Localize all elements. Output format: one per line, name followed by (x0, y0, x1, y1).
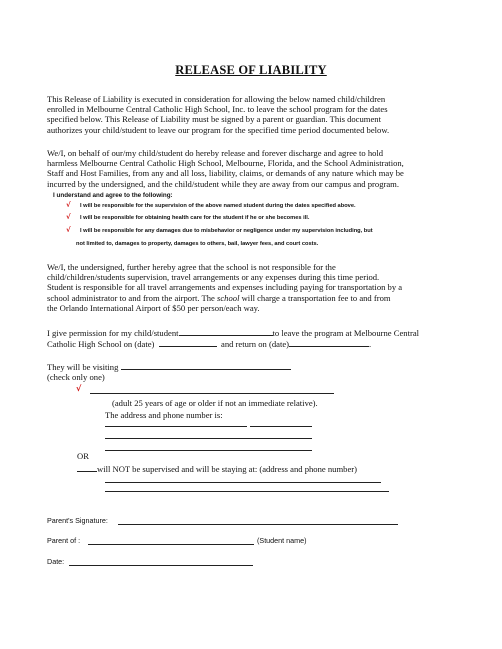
responsibility-line (47, 293, 467, 303)
address-field[interactable] (105, 438, 312, 439)
permission-text: . (369, 339, 372, 350)
permission-text: and return on (date) (221, 339, 290, 350)
host-name-field[interactable] (90, 393, 334, 394)
agree-item: I will be responsible for the supervision of the above named student during the dates specified above. (80, 203, 356, 209)
not-supervised-line (77, 463, 357, 474)
release-line: We/I, on behalf of our/my child/student do hereby release and forever discharge and agree to hold (47, 148, 384, 158)
student-name-field[interactable] (179, 327, 273, 336)
address-field[interactable] (105, 450, 312, 451)
intro-line: authorizes your child/student to leave our program for the specified time period documented below. (47, 124, 390, 135)
responsibility-paragraph (47, 262, 467, 313)
agree-item: I will be responsible for any damages due to misbehavior or negligence under my supervision including, but (80, 228, 373, 234)
adult-note: (adult 25 years of age or older if not an immediate relative). (112, 398, 318, 408)
parent-signature-field[interactable] (118, 524, 398, 525)
student-name-caption: (Student name) (257, 536, 307, 545)
permission-text: to leave the program at Melbourne Central (272, 328, 420, 338)
agree-item: I will be responsible for obtaining health care for the student if he or she becomes ill. (80, 215, 310, 221)
permission-text: I give permission for my child/student (47, 328, 179, 338)
date-label: Date: (47, 557, 65, 566)
return-date-field[interactable] (289, 338, 372, 350)
checkmark-icon: √ (66, 226, 71, 234)
agree-heading: I understand and agree to the following: (53, 192, 173, 199)
parent-signature-label: Parent's Signature: (47, 516, 108, 525)
release-line: incurred by the undersigned, and the child/student while they are away from our campus and program. (47, 178, 399, 189)
responsibility-line: the Orlando International Airport of $50 per person/each way. (47, 302, 260, 313)
address-label: The address and phone number is: (105, 410, 223, 420)
address-field[interactable] (105, 426, 247, 427)
document-title: RELEASE OF LIABILITY (175, 63, 327, 77)
release-paragraph (47, 148, 467, 189)
stay-address-field[interactable] (105, 491, 389, 492)
leave-date-field[interactable] (159, 338, 217, 347)
release-line: harmless Melbourne Central Catholic High School, Melbourne, Florida, and the School Administration, (47, 158, 404, 169)
parent-of-field[interactable] (88, 544, 254, 545)
checkmark-icon: √ (66, 201, 71, 209)
responsibility-line: child/children/students supervision, travel arrangements or any expenses during this time period. (47, 272, 380, 283)
stay-address-field[interactable] (105, 482, 381, 483)
not-supervised-checkbox[interactable] (77, 463, 97, 472)
agree-item-continuation: not limited to, damages to property, damages to others, bail, lawyer fees, and court costs. (76, 241, 319, 247)
checkmark-icon: √ (66, 213, 71, 221)
responsibility-line: We/I, the undersigned, further hereby agree that the school is not responsible for the (47, 262, 336, 272)
or-label: OR (77, 451, 89, 461)
responsibility-text: school administrator to and from the airport. The (47, 292, 218, 303)
permission-line (47, 327, 467, 338)
permission-statement (47, 327, 467, 349)
parent-of-label: Parent of : (47, 536, 81, 545)
visiting-label (47, 361, 291, 372)
intro-line: enrolled in Melbourne Central Catholic High School, Inc. to leave the school program for the dates (47, 104, 388, 115)
permission-text: Catholic High School on (date) (47, 339, 155, 350)
responsibility-line: Student is responsible for all travel arrangements and expenses including paying for transportation by a (47, 282, 403, 293)
phone-field[interactable] (250, 426, 312, 427)
check-one-label: (check only one) (47, 372, 105, 382)
responsibility-text: will charge a transportation fee to and from (239, 292, 391, 303)
date-field[interactable] (69, 565, 253, 566)
not-supervised-text: will NOT be supervised and will be staying at: (address and phone number) (97, 464, 357, 474)
permission-line (47, 338, 467, 349)
visiting-field[interactable] (121, 361, 291, 370)
release-line: Staff and Host Families, from any and all loss, liability, claims, or demands of any nature which may be (47, 168, 404, 179)
intro-paragraph (47, 94, 467, 135)
intro-line: specified below. This Release of Liability must be signed by a parent or guardian. This document (47, 114, 381, 125)
visiting-text: They will be visiting (47, 362, 119, 372)
intro-line: This Release of Liability is executed in consideration for allowing the below named child/children (47, 94, 386, 104)
checkmark-icon: √ (76, 384, 82, 393)
responsibility-italic: school (217, 292, 240, 303)
